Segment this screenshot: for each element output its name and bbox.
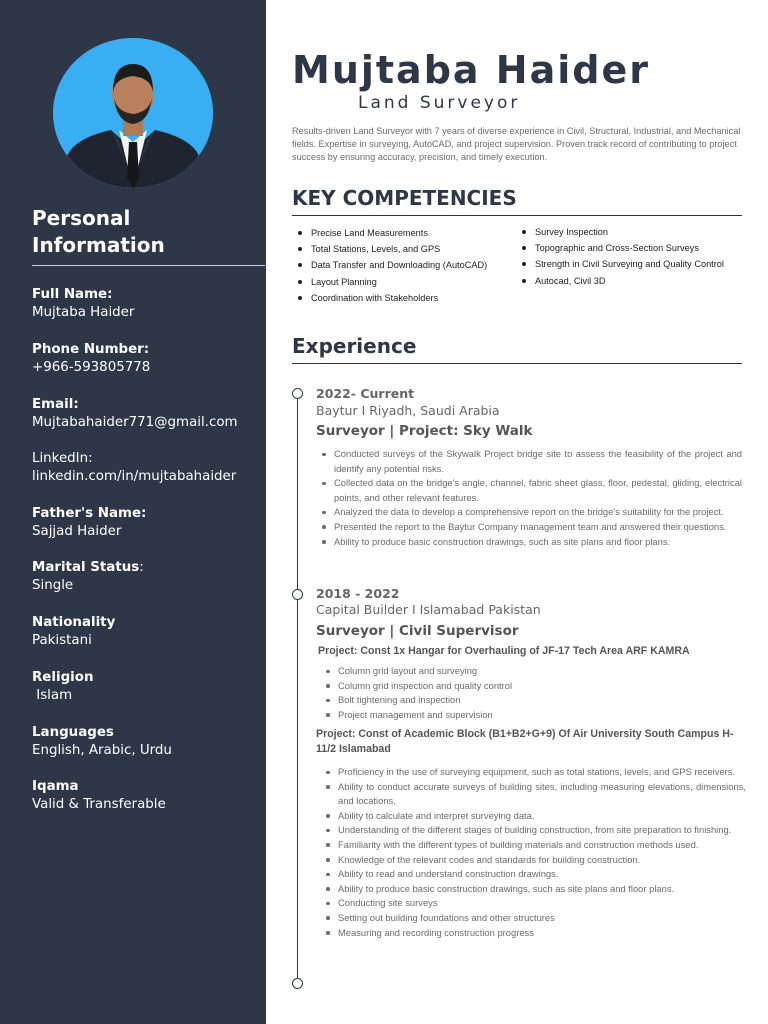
job-title: Surveyor | Project: Sky Walk — [316, 423, 533, 439]
marital-status-label-row — [32, 559, 264, 577]
marital-status-label: Marital Status — [32, 560, 140, 575]
competency-item: Autocad, Civil 3D — [517, 273, 724, 289]
competencies-heading: KEY COMPETENCIES — [292, 186, 517, 210]
experience-divider — [292, 363, 742, 364]
competencies-divider — [292, 215, 742, 216]
list-item: Analyzed the data to develop a comprehensive report on the bridge's suitability for the project. — [316, 505, 742, 520]
field-iqama — [32, 778, 264, 814]
linkedin-link[interactable]: linkedin.com/in/mujtabahaider — [32, 469, 237, 484]
nationality-label: Nationality — [32, 615, 116, 630]
list-item: Measuring and recording construction progress — [320, 926, 746, 941]
list-item: Conducted surveys of the Skywalk Project bridge site to assess the feasibility of the project and identify any potential risks. — [316, 447, 742, 476]
field-full-name — [32, 286, 264, 322]
iqama-value: Valid & Transferable — [32, 797, 166, 812]
project-title: Project: Const of Academic Block (B1+B2+G+9) Of Air University South Campus H-11/2 Islamabad — [316, 728, 734, 755]
list-item: Conducting site surveys — [320, 896, 746, 911]
list-item: Familiarity with the different types of building materials and construction methods used. — [320, 838, 746, 853]
phone-label: Phone Number: — [32, 342, 150, 357]
list-item: Column grid layout and surveying — [320, 664, 746, 679]
nationality-value: Pakistani — [32, 633, 92, 648]
person-portrait-icon — [53, 38, 213, 188]
father-name-value: Sajjad Haider — [32, 524, 122, 539]
list-item: Knowledge of the relevant codes and standards for building construction. — [320, 853, 746, 868]
languages-label: Languages — [32, 725, 114, 740]
list-item: Ability to conduct accurate surveys of building sites, including measuring elevations, dimensions, and locations. — [320, 780, 746, 809]
candidate-role: Land Surveyor — [358, 93, 521, 113]
religion-label: Religion — [32, 670, 94, 685]
job-title: Surveyor | Civil Supervisor — [316, 623, 519, 639]
timeline-line — [297, 393, 298, 983]
list-item: Bolt tightening and inspection — [320, 693, 746, 708]
experience-heading: Experience — [292, 334, 417, 358]
job-responsibilities — [316, 447, 742, 549]
competencies-list-right — [517, 224, 724, 289]
competency-item: Coordination with Stakeholders — [293, 290, 487, 306]
sidebar — [0, 0, 266, 1024]
competency-item: Layout Planning — [293, 274, 487, 290]
list-item: Ability to read and understand construction drawings. — [320, 867, 746, 882]
father-name-label: Father's Name: — [32, 506, 147, 521]
competency-item: Topographic and Cross-Section Surveys — [517, 240, 724, 256]
iqama-label: Iqama — [32, 779, 79, 794]
competency-item: Total Stations, Levels, and GPS — [293, 241, 487, 257]
competencies-list-left — [293, 225, 487, 306]
field-phone — [32, 341, 264, 377]
list-item: Setting out building foundations and other structures — [320, 911, 746, 926]
competency-item: Strength in Civil Surveying and Quality Control — [517, 256, 724, 272]
list-item: Project management and supervision — [320, 708, 746, 723]
timeline-dot — [292, 978, 303, 989]
profile-photo — [53, 38, 213, 188]
candidate-name: Mujtaba Haider — [292, 48, 650, 92]
list-item: Proficiency in the use of surveying equipment, such as total stations, levels, and GPS receivers. — [320, 765, 746, 780]
field-languages — [32, 724, 264, 760]
list-item: Understanding of the different stages of building construction, from site preparation to finishing. — [320, 823, 746, 838]
list-item: Ability to calculate and interpret surveying data. — [320, 809, 746, 824]
full-name-value: Mujtaba Haider — [32, 305, 135, 320]
field-nationality — [32, 614, 264, 650]
project-tasks — [320, 664, 746, 722]
competency-item: Survey Inspection — [517, 224, 724, 240]
marital-status-value: Single — [32, 578, 74, 593]
list-item: Collected data on the bridge's angle, channel, fabric sheet glass, floor, pedestal, gliding, electrical points, and other relevant features. — [316, 476, 742, 505]
project-title: Project: Const 1x Hangar for Overhauling of JF-17 Tech Area ARF KAMRA — [318, 645, 690, 657]
job-company: Baytur I Riyadh, Saudi Arabia — [316, 403, 500, 418]
job-period: 2018 - 2022 — [316, 586, 400, 601]
list-item: Ability to produce basic construction drawings, such as site plans and floor plans. — [316, 535, 742, 550]
languages-value: English, Arabic, Urdu — [32, 743, 172, 758]
full-name-label: Full Name: — [32, 287, 113, 302]
list-item: Column grid inspection and quality control — [320, 679, 746, 694]
profile-summary: Results-driven Land Surveyor with 7 years of diverse experience in Civil, Structural, Industrial, and Mechanical fields. Expertise in surveying, AutoCAD, and project supervision. Proven track record of contributing to project success by ensuring accuracy, precision, and timely execution. — [292, 126, 741, 162]
phone-value: +966-593805778 — [32, 360, 151, 375]
field-email — [32, 396, 264, 432]
email-label: Email: — [32, 397, 79, 412]
field-linkedin — [32, 450, 264, 486]
competency-item: Data Transfer and Downloading (AutoCAD) — [293, 257, 487, 273]
linkedin-label: LinkedIn: — [32, 451, 93, 466]
timeline-dot — [292, 589, 303, 600]
timeline-dot — [292, 388, 303, 399]
sidebar-divider — [32, 265, 265, 266]
list-item: Ability to produce basic construction drawings, such as site plans and floor plans. — [320, 882, 746, 897]
field-marital-status — [32, 559, 264, 595]
marital-status-colon: : — [139, 560, 144, 575]
field-father-name — [32, 505, 264, 541]
list-item: Presented the report to the Baytur Company management team and answered their questions. — [316, 520, 742, 535]
job-company: Capital Builder I Islamabad Pakistan — [316, 602, 541, 617]
religion-value: Islam — [32, 688, 73, 703]
field-religion — [32, 669, 264, 705]
email-link[interactable]: Mujtabahaider771@gmail.com — [32, 415, 238, 430]
job-period: 2022- Current — [316, 386, 415, 401]
competency-item: Precise Land Measurements — [293, 225, 487, 241]
project-tasks — [320, 765, 746, 940]
personal-info-heading: Personal Information — [32, 206, 165, 257]
